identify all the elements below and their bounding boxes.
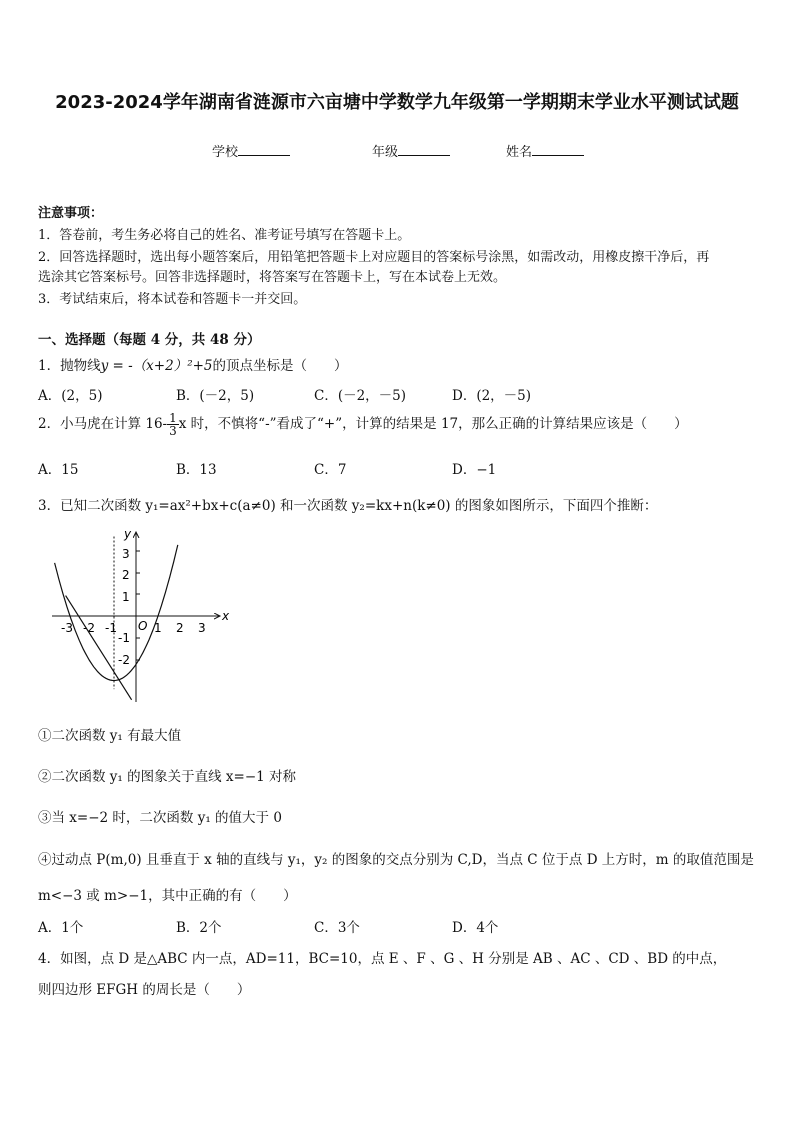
y-axis-label: y xyxy=(124,527,132,541)
notice-item-2-cont: 选涂其它答案标号。回答非选择题时，将答案写在答题卡上，写在本试卷上无效。 xyxy=(38,270,507,285)
name-blank[interactable] xyxy=(532,143,584,156)
q2-suffix: x 时，不慎将“-”看成了“+”，计算的结果是 17，那么正确的计算结果应该是（ ） xyxy=(178,416,688,432)
notice-item-1: 1．答卷前，考生务必将自己的姓名、准考证号填写在答题卡上。 xyxy=(38,228,411,243)
notice-item-2: 2．回答选择题时，选出每小题答案后，用铅笔把答题卡上对应题目的答案标号涂黑，如需改动，用橡皮擦干净后，再 xyxy=(38,250,710,265)
q1-option-c[interactable]: C．(－2，－5) xyxy=(314,388,407,404)
plot-layer xyxy=(55,536,178,699)
q3-statement-3: ③当 x=−2 时，二次函数 y₁ 的值大于 0 xyxy=(38,810,282,826)
x-tick: 3 xyxy=(198,621,206,635)
q4-line-2: 则四边形 EFGH 的周长是（ ） xyxy=(38,982,251,998)
q1-option-b[interactable]: B．(－2，5) xyxy=(176,388,255,404)
section-heading: 一、选择题（每题 4 分，共 48 分） xyxy=(38,332,261,348)
q2-prefix: 2．小马虎在计算 16- xyxy=(38,416,168,432)
name-label: 姓名 xyxy=(506,145,533,160)
q3-statement-1: ①二次函数 y₁ 有最大值 xyxy=(38,728,182,744)
grade-field[interactable] xyxy=(372,141,450,160)
q1-prefix: 1．抛物线 xyxy=(38,358,101,374)
x-tick: 1 xyxy=(154,621,162,635)
q3-statement-4-cont: m<−3 或 m>−1，其中正确的有（ ） xyxy=(38,888,297,904)
q2-option-d[interactable]: D．−1 xyxy=(452,462,497,478)
y-tick: -2 xyxy=(118,653,130,667)
q3-statement-2: ②二次函数 y₁ 的图象关于直线 x=−1 对称 xyxy=(38,769,297,785)
x-tick: -1 xyxy=(105,621,117,635)
q2-fraction xyxy=(167,412,179,437)
q3-option-d[interactable]: D．4个 xyxy=(452,920,499,936)
q2-frac-den: 3 xyxy=(169,424,177,438)
parabola-curve xyxy=(55,545,178,681)
x-axis-label: x xyxy=(222,609,230,623)
q3-statement-4: ④过动点 P(m,0) 且垂直于 x 轴的直线与 y₁，y₂ 的图象的交点分别为 C,D，当点 C 位于点 D 上方时，m 的取值范围是 xyxy=(38,852,754,868)
q1-suffix: 的顶点坐标是（ ） xyxy=(212,358,348,374)
tick-marks xyxy=(136,551,140,660)
q1-formula: y = -（x+2）²+5 xyxy=(100,358,213,374)
notice-item-3: 3．考试结束后，将本试卷和答题卡一并交回。 xyxy=(38,292,307,307)
q1-option-d[interactable]: D．(2，－5) xyxy=(452,388,532,404)
x-tick: 2 xyxy=(176,621,184,635)
page-title: 2023-2024学年湖南省涟源市六亩塘中学数学九年级第一学期期末学业水平测试试题 xyxy=(55,92,739,113)
x-tick: -3 xyxy=(61,621,73,635)
y-tick-labels xyxy=(118,547,130,667)
q3-option-c[interactable]: C．3个 xyxy=(314,920,360,936)
q1-option-a[interactable]: A．(2，5) xyxy=(38,388,103,404)
q3-graph xyxy=(38,522,238,704)
y-tick: 1 xyxy=(122,590,130,604)
school-label: 学校 xyxy=(212,145,239,160)
q2-option-b[interactable]: B．13 xyxy=(176,462,217,478)
q3-stem: 3．已知二次函数 y₁=ax²+bx+c(a≠0) 和一次函数 y₂=kx+n(k≠0) 的图象如图所示，下面四个推断： xyxy=(38,498,658,514)
q4-line-1: 4．如图，点 D 是△ABC 内一点，AD=11，BC=10，点 E 、F 、G 、H 分别是 AB 、AC 、CD 、BD 的中点， xyxy=(38,951,727,967)
x-tick: -2 xyxy=(83,621,95,635)
school-blank[interactable] xyxy=(238,143,290,156)
y-tick: 3 xyxy=(122,547,130,561)
name-field[interactable] xyxy=(506,141,584,160)
q2-option-c[interactable]: C．7 xyxy=(314,462,347,478)
linear-function-line xyxy=(66,596,132,700)
y-tick: 2 xyxy=(122,568,130,582)
origin-label: O xyxy=(138,619,148,633)
q2-frac-num: 1 xyxy=(169,411,177,425)
grade-blank[interactable] xyxy=(398,143,450,156)
notice-heading: 注意事项： xyxy=(38,206,104,221)
y-tick: -1 xyxy=(118,631,130,645)
question-2 xyxy=(38,412,688,437)
q2-option-a[interactable]: A．15 xyxy=(38,462,79,478)
grade-label: 年级 xyxy=(372,145,399,160)
q3-option-a[interactable]: A．1个 xyxy=(38,920,84,936)
q3-option-b[interactable]: B．2个 xyxy=(176,920,222,936)
question-1 xyxy=(38,354,348,374)
school-field[interactable] xyxy=(212,141,290,160)
